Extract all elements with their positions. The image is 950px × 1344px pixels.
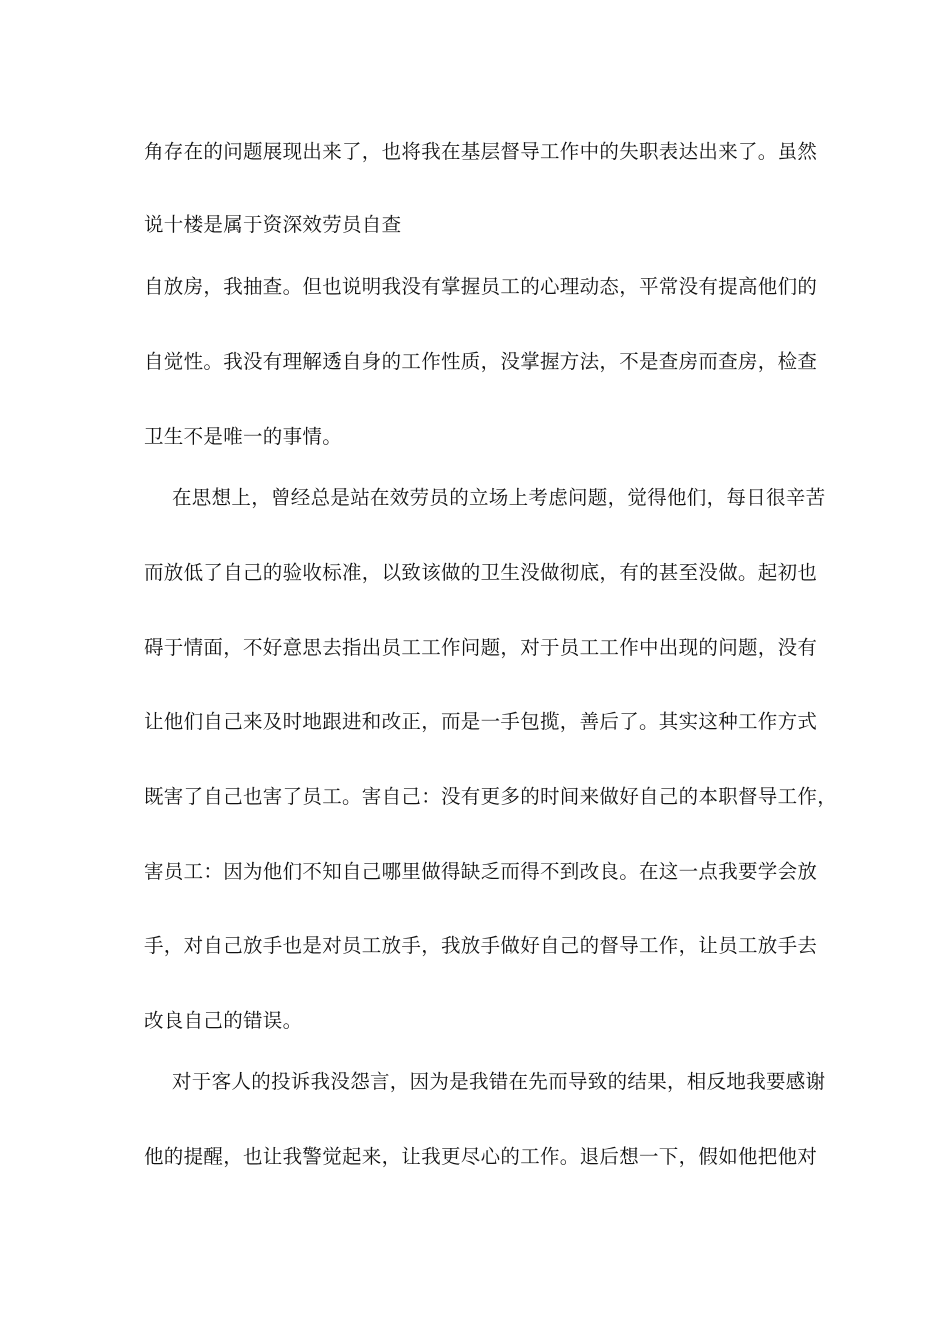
- text-line: 改良自己的错误。: [144, 1009, 303, 1032]
- text-line: 碍于情面，不好意思去指出员工工作问题，对于员工工作中出现的问题，没有: [144, 636, 818, 659]
- text-line: 说十楼是属于资深效劳员自查: [144, 213, 402, 236]
- text-line: 让他们自己来及时地跟进和改正，而是一手包揽，善后了。其实这种工作方式: [144, 710, 818, 733]
- text-line: 他的提醒，也让我警觉起来，让我更尽心的工作。退后想一下，假如他把他对: [144, 1145, 818, 1168]
- paragraph-start-line: 对于客人的投诉我没怨言，因为是我错在先而导致的结果，相反地我要感谢: [172, 1070, 826, 1093]
- text-line: 而放低了自己的验收标准，以致该做的卫生没做彻底，有的甚至没做。起初也: [144, 561, 818, 584]
- text-line: 自放房，我抽查。但也说明我没有掌握员工的心理动态，平常没有提高他们的: [144, 275, 818, 298]
- text-line: 手，对自己放手也是对员工放手，我放手做好自己的督导工作，让员工放手去: [144, 934, 818, 957]
- paragraph-start-line: 在思想上，曾经总是站在效劳员的立场上考虑问题，觉得他们，每日很辛苦: [172, 486, 826, 509]
- text-line: 害员工：因为他们不知自己哪里做得缺乏而得不到改良。在这一点我要学会放: [144, 860, 818, 883]
- text-line: 角存在的问题展现出来了，也将我在基层督导工作中的失职表达出来了。虽然: [144, 140, 818, 163]
- text-line: 卫生不是唯一的事情。: [144, 425, 343, 448]
- text-line: 自觉性。我没有理解透自身的工作性质，没掌握方法，不是查房而查房，检查: [144, 350, 818, 373]
- text-line: 既害了自己也害了员工。害自己：没有更多的时间来做好自己的本职督导工作，: [144, 785, 838, 808]
